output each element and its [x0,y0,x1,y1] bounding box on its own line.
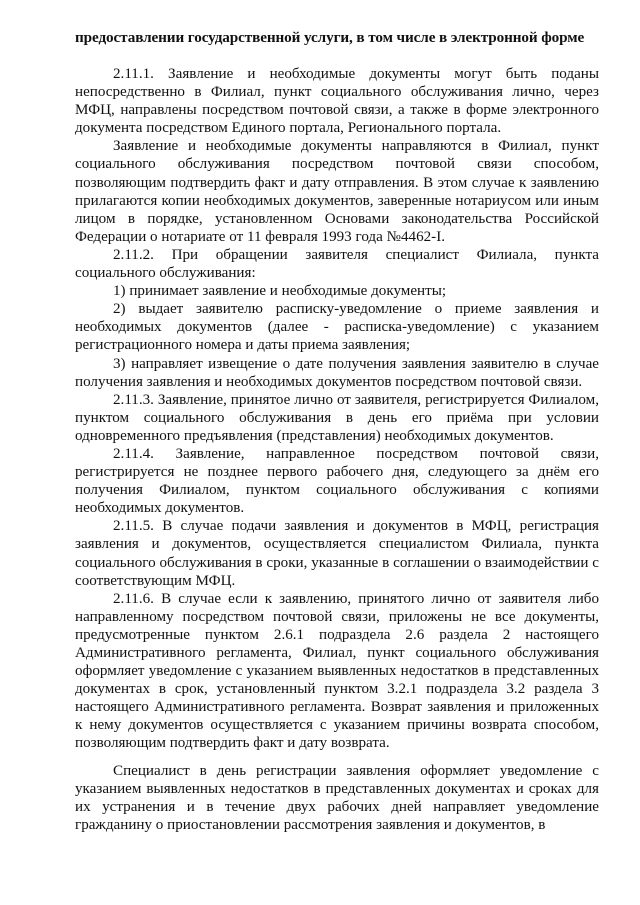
list-item-3: 3) направляет извещение о дате получения заявления заявителю в случае получения заявления и необходимых документов посредством почтовой связи. [75,355,599,390]
paragraph-2-11-6: 2.11.6. В случае если к заявлению, принятого лично от заявителя либо направленному посредством почтовой связи, приложены не все документы, предусмотренные пунктом 2.6.1 подраздела 2.6 раздела 2 настоящего Административного регламента, Филиал, пункт социального обслуживания оформляет уведомление с указанием выявленных недостатков в представленных документах в срок, установленный пунктом 3.2.1 подраздела 3.2 раздела 3 настоящего Административного регламента. Возврат заявления и приложенных к нему документов осуществляется с указанием причины возврата способом, позволяющим подтвердить факт и дату возврата. [75,590,599,752]
paragraph-2-11-2: 2.11.2. При обращении заявителя специалист Филиала, пункта социального обслуживания: [75,246,599,282]
paragraph-specialist-notice: Специалист в день регистрации заявления оформляет уведомление с указанием выявленных недостатков в представленных документах и сроках для их устранения и в течение двух рабочих дней направляет уведомление гражданину о приостановлении рассмотрения заявления и документов, в [75,762,599,833]
list-item-2: 2) выдает заявителю расписку-уведомление о приеме заявления и необходимых документов (далее - расписка-уведомление) с указанием регистрационного номера и даты приема заявления; [75,301,599,354]
section-heading: предоставлении государственной услуги, в том числе в электронной форме [75,29,585,46]
list-item-1: 1) принимает заявление и необходимые документы; [113,283,447,300]
document-body [75,65,599,834]
paragraph-2-11-5: 2.11.5. В случае подачи заявления и документов в МФЦ, регистрация заявления и документов, осуществляется специалистом Филиала, пункта социального обслуживания в сроки, указанные в соглашении о взаимодействии с соответствующим МФЦ. [75,518,599,589]
paragraph-2-11-1: 2.11.1. Заявление и необходимые документы могут быть поданы непосредственно в Филиал, пункт социального обслуживания лично, через МФЦ, направлены посредством почтовой связи, а также в форме электронного документа посредством Единого портала, Регионального портала. [75,66,599,137]
paragraph-postal-submission: Заявление и необходимые документы направляются в Филиал, пункт социального обслуживания посредством почтовой связи способом, позволяющим подтвердить факт и дату отправления. В этом случае к заявлению прилагаются копии необходимых документов, заверенные нотариусом или иным лицом в порядке, установленном Основами законодательства Российской Федерации о нотариате от 11 февраля 1993 года №4462-I. [75,138,599,245]
paragraph-2-11-3: 2.11.3. Заявление, принятое лично от заявителя, регистрируется Филиалом, пунктом социального обслуживания в день его приёма при условии одновременного предъявления (представления) необходимых документов. [75,391,599,444]
paragraph-2-11-4: 2.11.4. Заявление, направленное посредством почтовой связи, регистрируется не позднее первого рабочего дня, следующего за днём его получения Филиалом, пунктом социального обслуживания с копиями необходимых документов. [75,445,599,517]
